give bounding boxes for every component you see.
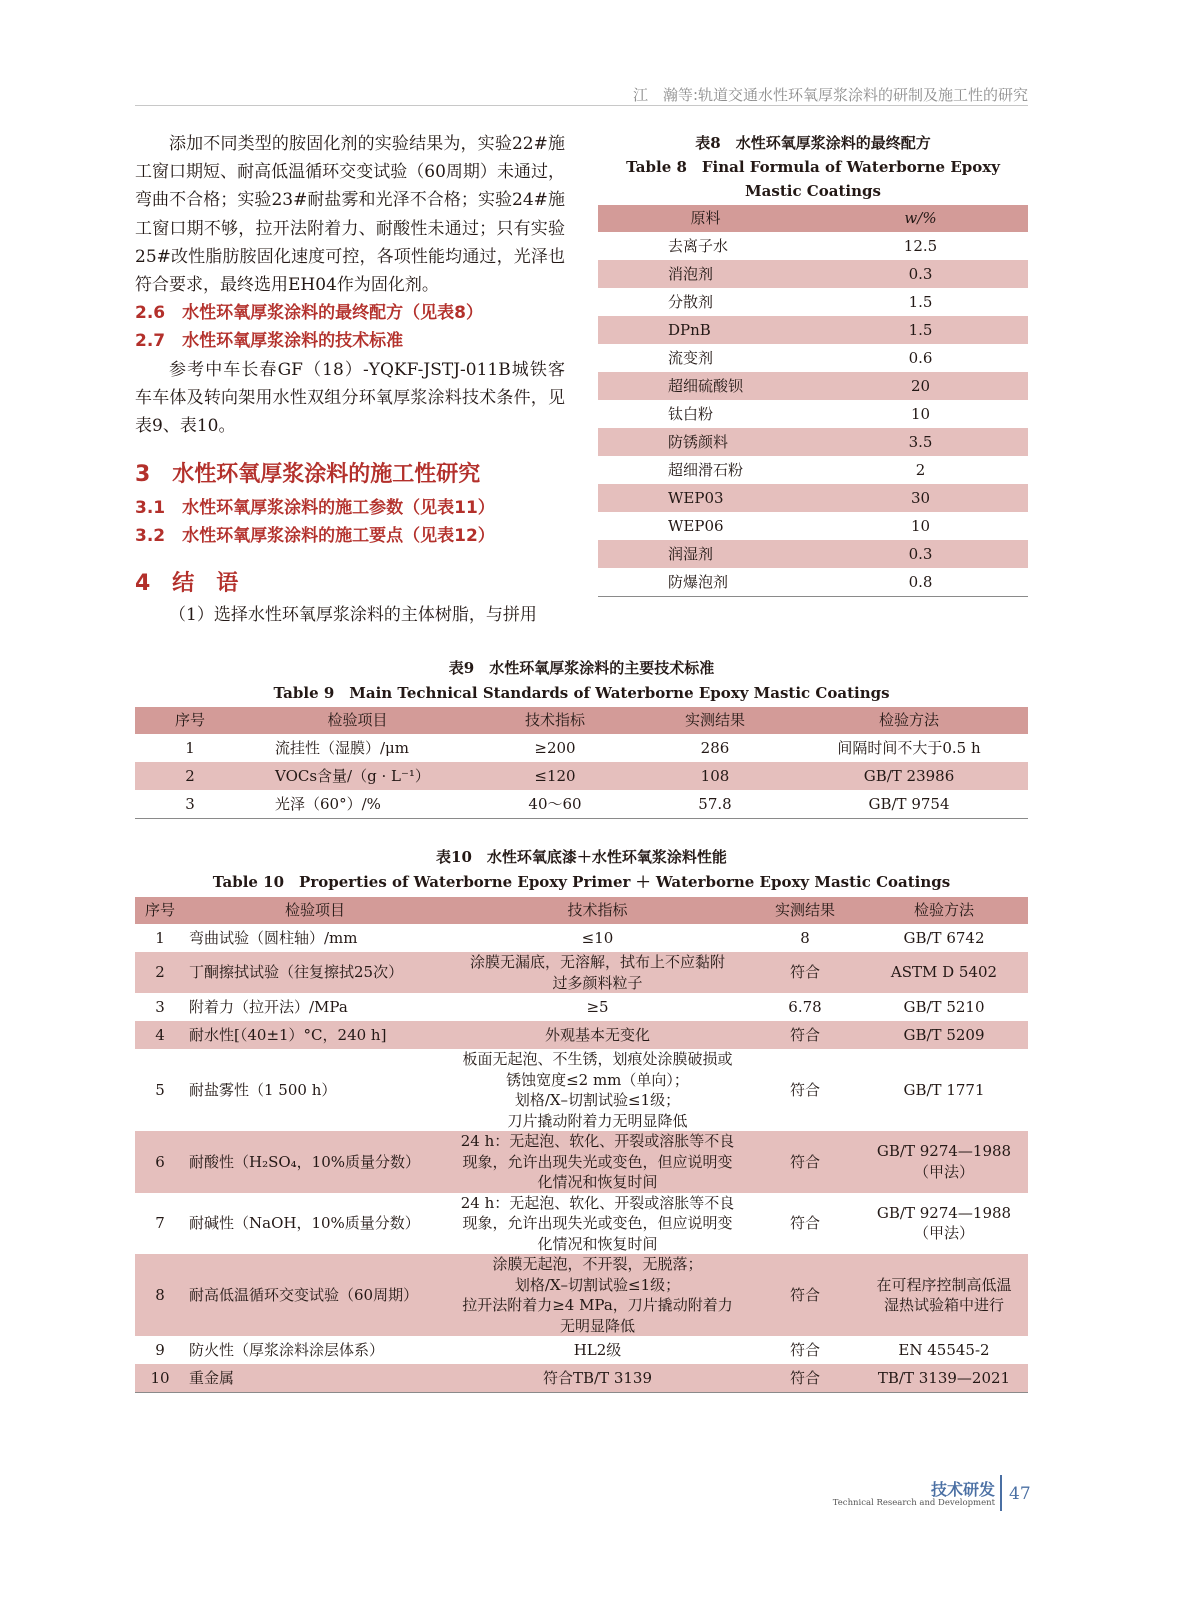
- table-cell: 附着力（拉开法）/MPa: [189, 997, 348, 1016]
- table-row: [135, 1364, 1028, 1392]
- table-cell: 0.6: [908, 348, 933, 367]
- table-cell: ASTM D 5402: [860, 952, 1028, 993]
- column-header: 检验方法: [860, 897, 1028, 924]
- table-cell: ≥5: [586, 997, 609, 1016]
- footer-section-cn: 技术研发: [930, 1480, 995, 1499]
- table-cell: 8: [800, 928, 810, 947]
- table-cell: 2: [915, 460, 926, 479]
- table-cell: WEP06: [668, 516, 724, 535]
- table-cell: 润湿剂: [598, 540, 813, 568]
- table-cell: 0.3: [813, 260, 1028, 288]
- table-header-row: [598, 205, 1028, 232]
- column-header: 检验项目: [245, 707, 470, 734]
- table8-title-cn: 表8 水性环氧厚浆涂料的最终配方: [695, 134, 931, 152]
- table-cell: 耐水性[（40±1）°C，240 h]: [185, 1021, 445, 1049]
- table-row: [598, 316, 1028, 344]
- table-row: [598, 456, 1028, 484]
- table-cell: 钛白粉: [668, 404, 714, 423]
- table-row: [598, 400, 1028, 428]
- table-cell: ≤120: [470, 762, 640, 790]
- table-row: [598, 372, 1028, 400]
- table-row: [598, 260, 1028, 288]
- table-cell: 防锈颜料: [598, 428, 813, 456]
- table-row: [135, 762, 1028, 790]
- table-cell: 8: [135, 1254, 185, 1336]
- table-cell: 3: [185, 794, 195, 813]
- table-cell: 防火性（厚浆涂料涂层体系）: [189, 1340, 385, 1359]
- table-row: [598, 484, 1028, 512]
- table-cell: GB/T 9274—1988 （甲法）: [860, 1131, 1028, 1193]
- table-cell: 108: [640, 762, 790, 790]
- section-heading-3-2: 3.2 水性环氧厚浆涂料的施工要点（见表12）: [135, 526, 495, 547]
- section-heading-4: 4 结 语: [135, 570, 239, 596]
- table-cell: 涂膜无漏底，无溶解，拭布上不应黏附 过多颜料粒子: [445, 952, 750, 993]
- table-cell: 外观基本无变化: [445, 1021, 750, 1049]
- table-cell: 消泡剂: [598, 260, 813, 288]
- table-cell: 2: [135, 952, 185, 993]
- table-cell: GB/T 23986: [790, 762, 1028, 790]
- column-header: 原料: [598, 205, 813, 232]
- table-cell: 30: [813, 484, 1028, 512]
- table-cell: 涂膜无起泡，不开裂，无脱落； 划格/X–切割试验≤1级； 拉开法附着力≥4 MPa，刀片撬动附着力 无明显降低: [445, 1254, 750, 1336]
- paragraph: 添加不同类型的胺固化剂的实验结果为，实验22#施工窗口期短、耐高低温循环交变试验（60周期）未通过，弯曲不合格；实验23#耐盐雾和光泽不合格；实验24#施工窗口期不够，拉开法附着力、耐酸性未通过；只有实验25#改性脂肪胺固化速度可控，各项性能均通过，光泽也符合要求，最终选用EH04作为固化剂。: [135, 134, 565, 296]
- table-cell: 7: [155, 1214, 165, 1232]
- table10-title-cn: 表10 水性环氧底漆＋水性环氧浆涂料性能: [436, 848, 727, 866]
- table-cell: VOCs含量/（g · L⁻¹）: [245, 762, 470, 790]
- header-divider: [135, 105, 1028, 106]
- table8-title-en: Table 8 Final Formula of Waterborne Epoxy Mastic Coatings: [626, 158, 1000, 200]
- table-row: [135, 1254, 1028, 1336]
- table-cell: 符合: [789, 1080, 820, 1099]
- table-10: [135, 897, 1028, 1393]
- table-cell: HL2级: [573, 1340, 622, 1359]
- table-cell: 6: [135, 1131, 185, 1193]
- table-cell: GB/T 1771: [903, 1080, 985, 1099]
- table-cell: 1: [185, 738, 195, 757]
- table-row: [135, 952, 1028, 993]
- table-cell: 286: [700, 738, 730, 757]
- table-cell: 57.8: [698, 794, 732, 813]
- table-row: [598, 344, 1028, 372]
- table-cell: GB/T 5210: [903, 997, 985, 1016]
- table-cell: 重金属: [185, 1364, 445, 1392]
- table-row: [135, 993, 1028, 1021]
- table-cell: 0.3: [813, 540, 1028, 568]
- table-cell: 24 h：无起泡、软化、开裂或溶胀等不良 现象，允许出现失光或变色，但应说明变 化情况和恢复时间: [460, 1193, 735, 1253]
- left-column: [135, 130, 565, 629]
- column-header: 序号: [135, 897, 185, 924]
- table-row: [135, 1131, 1028, 1193]
- table-cell: 符合: [750, 952, 860, 993]
- section-heading-2-6: 2.6 水性环氧厚浆涂料的最终配方（见表8）: [135, 303, 483, 324]
- table-cell: 3.5: [813, 428, 1028, 456]
- table-cell: 20: [813, 372, 1028, 400]
- column-header: 检验方法: [790, 707, 1028, 734]
- table-row: [598, 540, 1028, 568]
- table-row: [135, 790, 1028, 818]
- table-cell: 符合: [789, 1214, 820, 1232]
- table-cell: 9: [155, 1340, 165, 1359]
- table9-title-cn: 表9 水性环氧厚浆涂料的主要技术标准: [448, 659, 715, 677]
- table-cell: 符合: [750, 1364, 860, 1392]
- table-cell: 板面无起泡、不生锈，划痕处涂膜破损或 锈蚀宽度≤2 mm（单向）； 划格/X–切割试验≤1级； 刀片撬动附着力无明显降低: [462, 1050, 733, 1130]
- table-cell: 1.5: [908, 292, 933, 311]
- column-header: 序号: [135, 707, 245, 734]
- table-row: [598, 512, 1028, 540]
- table-cell: GB/T 9274—1988 （甲法）: [876, 1203, 1012, 1243]
- section-heading-3-1: 3.1 水性环氧厚浆涂料的施工参数（见表11）: [135, 498, 495, 519]
- table-cell: 超细滑石粉: [668, 460, 744, 479]
- table-row: [135, 1336, 1028, 1364]
- table-row: [135, 924, 1028, 952]
- table-cell: 丁酮擦拭试验（往复擦拭25次）: [185, 952, 445, 993]
- table-header-row: [135, 897, 1028, 924]
- table-cell: 去离子水: [668, 236, 729, 255]
- section-heading-2-7: 2.7 水性环氧厚浆涂料的技术标准: [135, 331, 404, 352]
- table-cell: ≥200: [534, 738, 576, 757]
- table-cell: 防爆泡剂: [668, 572, 729, 591]
- paragraph: （1）选择水性环氧厚浆涂料的主体树脂，与拼用: [169, 604, 537, 625]
- column-header: w/%: [813, 205, 1028, 232]
- table-cell: DPnB: [598, 316, 813, 344]
- table-cell: 0.8: [908, 572, 933, 591]
- table-cell: 1.5: [813, 316, 1028, 344]
- table-row: [598, 232, 1028, 260]
- page-number: 47: [1009, 1484, 1031, 1504]
- table-cell: TB/T 3139—2021: [860, 1364, 1028, 1392]
- table-cell: 在可程序控制高低温 湿热试验箱中进行: [860, 1254, 1028, 1336]
- table-row: [135, 734, 1028, 762]
- footer-divider: [1000, 1475, 1002, 1511]
- table-9: [135, 707, 1028, 819]
- table-row: [598, 568, 1028, 596]
- table-cell: 4: [135, 1021, 185, 1049]
- table10-title-en: Table 10 Properties of Waterborne Epoxy Primer ＋ Waterborne Epoxy Mastic Coatings: [212, 873, 951, 891]
- column-header: 实测结果: [640, 707, 790, 734]
- table-header-row: [135, 707, 1028, 734]
- table-cell: 10: [135, 1364, 185, 1392]
- table-cell: 符合: [750, 1254, 860, 1336]
- table9-title-en: Table 9 Main Technical Standards of Waterborne Epoxy Mastic Coatings: [273, 684, 890, 702]
- footer-section-en: Technical Research and Development: [832, 1498, 995, 1508]
- table-cell: EN 45545-2: [898, 1340, 990, 1359]
- table-row: [598, 288, 1028, 316]
- table-cell: 24 h：无起泡、软化、开裂或溶胀等不良 现象，允许出现失光或变色，但应说明变 化情况和恢复时间: [445, 1131, 750, 1193]
- table-cell: 5: [155, 1080, 165, 1099]
- table-cell: WEP03: [598, 484, 813, 512]
- table-cell: 弯曲试验（圆柱轴）/mm: [189, 928, 358, 947]
- table-cell: 6.78: [788, 997, 822, 1016]
- table-cell: 符合TB/T 3139: [445, 1364, 750, 1392]
- table-cell: 1: [155, 928, 165, 947]
- table-cell: 间隔时间不大于0.5 h: [837, 738, 981, 757]
- column-header: 检验项目: [185, 897, 445, 924]
- table-cell: 12.5: [903, 236, 938, 255]
- table-cell: 光泽（60°）/%: [275, 794, 381, 813]
- table-cell: 耐盐雾性（1 500 h）: [189, 1080, 337, 1099]
- section-heading-3: 3 水性环氧厚浆涂料的施工性研究: [135, 462, 481, 488]
- table-cell: 符合: [750, 1021, 860, 1049]
- column-header: 技术指标: [445, 897, 750, 924]
- table-cell: 耐酸性（H₂SO₄，10%质量分数）: [185, 1131, 445, 1193]
- table-cell: 10: [910, 516, 931, 535]
- table-cell: 10: [910, 404, 931, 423]
- table-cell: ≤10: [581, 928, 614, 947]
- table-cell: 耐高低温循环交变试验（60周期）: [185, 1254, 445, 1336]
- table-cell: GB/T 9754: [868, 794, 950, 813]
- table-row: [135, 1193, 1028, 1255]
- table-cell: 耐碱性（NaOH，10%质量分数）: [189, 1214, 420, 1232]
- table-cell: 符合: [750, 1131, 860, 1193]
- table-cell: 符合: [789, 1340, 820, 1359]
- running-header: 江 瀚等:轨道交通水性环氧厚浆涂料的研制及施工性的研究: [632, 86, 1028, 104]
- column-header: 技术指标: [470, 707, 640, 734]
- paragraph: 参考中车长春GF（18）-YQKF-JSTJ-011B城铁客车车体及转向架用水性双组分环氧厚浆涂料技术条件，见表9、表10。: [135, 359, 565, 437]
- column-header: 实测结果: [750, 897, 860, 924]
- table-cell: 分散剂: [668, 292, 714, 311]
- table-cell: 2: [135, 762, 245, 790]
- table-cell: GB/T 6742: [903, 928, 985, 947]
- table-row: [598, 428, 1028, 456]
- table-cell: 3: [155, 997, 165, 1016]
- table-8: [598, 205, 1028, 597]
- table-row: [135, 1049, 1028, 1131]
- table-row: [135, 1021, 1028, 1049]
- table-cell: 流挂性（湿膜）/μm: [275, 738, 410, 757]
- table-cell: 超细硫酸钡: [598, 372, 813, 400]
- table-cell: GB/T 5209: [860, 1021, 1028, 1049]
- table-cell: 流变剂: [668, 348, 714, 367]
- table-cell: 40～60: [528, 794, 582, 813]
